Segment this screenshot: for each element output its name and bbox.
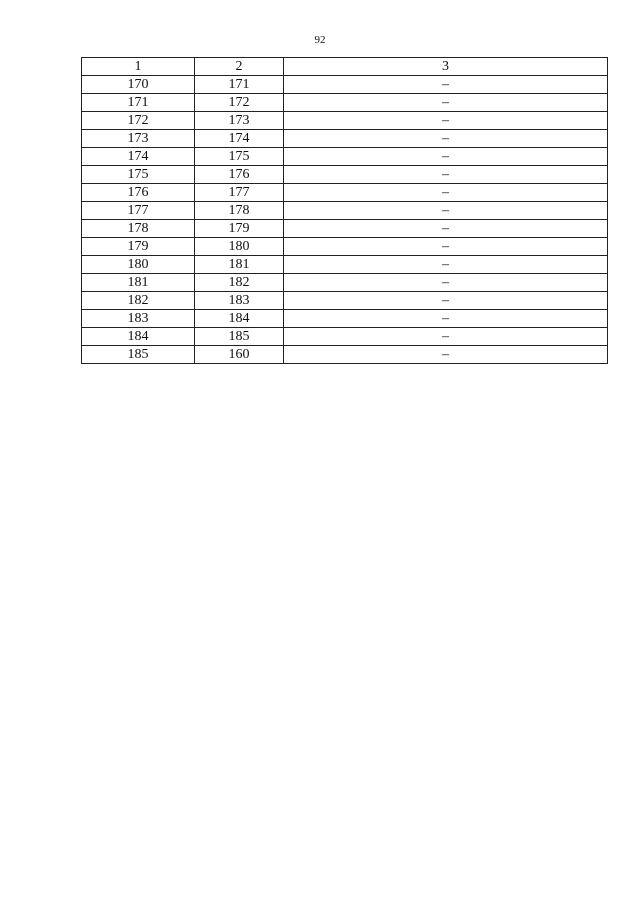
table-row <box>82 148 608 166</box>
table-cell: – <box>284 184 608 202</box>
table-body <box>82 76 608 364</box>
table-cell: 178 <box>82 220 195 238</box>
table-cell: 174 <box>195 130 284 148</box>
table-row <box>82 328 608 346</box>
table-cell: 178 <box>195 202 284 220</box>
table-row <box>82 220 608 238</box>
table-cell: – <box>284 130 608 148</box>
table-cell: 175 <box>82 166 195 184</box>
column-header: 2 <box>195 58 284 76</box>
table-row <box>82 346 608 364</box>
table-cell: – <box>284 76 608 94</box>
table-row <box>82 310 608 328</box>
column-header: 1 <box>82 58 195 76</box>
table-cell: 185 <box>195 328 284 346</box>
table-row <box>82 130 608 148</box>
page-number: 92 <box>314 34 326 46</box>
table-cell: 183 <box>82 310 195 328</box>
table-cell: – <box>284 166 608 184</box>
table-cell: – <box>284 220 608 238</box>
table-row <box>82 184 608 202</box>
table-row <box>82 292 608 310</box>
table-cell: 172 <box>195 94 284 112</box>
table-cell: 171 <box>82 94 195 112</box>
table-row <box>82 274 608 292</box>
table-cell: 180 <box>195 238 284 256</box>
table-cell: 171 <box>195 76 284 94</box>
table-row <box>82 112 608 130</box>
table-cell: 177 <box>82 202 195 220</box>
table-cell: 177 <box>195 184 284 202</box>
table-cell: – <box>284 256 608 274</box>
table-cell: 182 <box>82 292 195 310</box>
table-cell: 185 <box>82 346 195 364</box>
table-cell: 176 <box>195 166 284 184</box>
table-cell: – <box>284 112 608 130</box>
table-cell: 173 <box>82 130 195 148</box>
table-cell: – <box>284 202 608 220</box>
table-cell: 170 <box>82 76 195 94</box>
table-cell: 184 <box>82 328 195 346</box>
table-cell: 184 <box>195 310 284 328</box>
table-cell: 181 <box>195 256 284 274</box>
table-cell: 180 <box>82 256 195 274</box>
table-cell: – <box>284 346 608 364</box>
table-row <box>82 256 608 274</box>
table-cell: – <box>284 328 608 346</box>
table-cell: 181 <box>82 274 195 292</box>
table-cell: – <box>284 238 608 256</box>
table-cell: 176 <box>82 184 195 202</box>
table-header-row <box>82 58 608 76</box>
table-cell: – <box>284 274 608 292</box>
table-cell: 179 <box>195 220 284 238</box>
column-header: 3 <box>284 58 608 76</box>
table-cell: 182 <box>195 274 284 292</box>
table-cell: – <box>284 292 608 310</box>
table-cell: 179 <box>82 238 195 256</box>
table-row <box>82 94 608 112</box>
table-cell: 183 <box>195 292 284 310</box>
table-cell: 174 <box>82 148 195 166</box>
table-cell: – <box>284 148 608 166</box>
table-row <box>82 202 608 220</box>
table-row <box>82 166 608 184</box>
table-row <box>82 238 608 256</box>
data-table <box>81 57 608 364</box>
table-cell: 160 <box>195 346 284 364</box>
table-cell: 173 <box>195 112 284 130</box>
table-cell: – <box>284 310 608 328</box>
table-cell: 172 <box>82 112 195 130</box>
table-row <box>82 76 608 94</box>
table-cell: – <box>284 94 608 112</box>
table-cell: 175 <box>195 148 284 166</box>
